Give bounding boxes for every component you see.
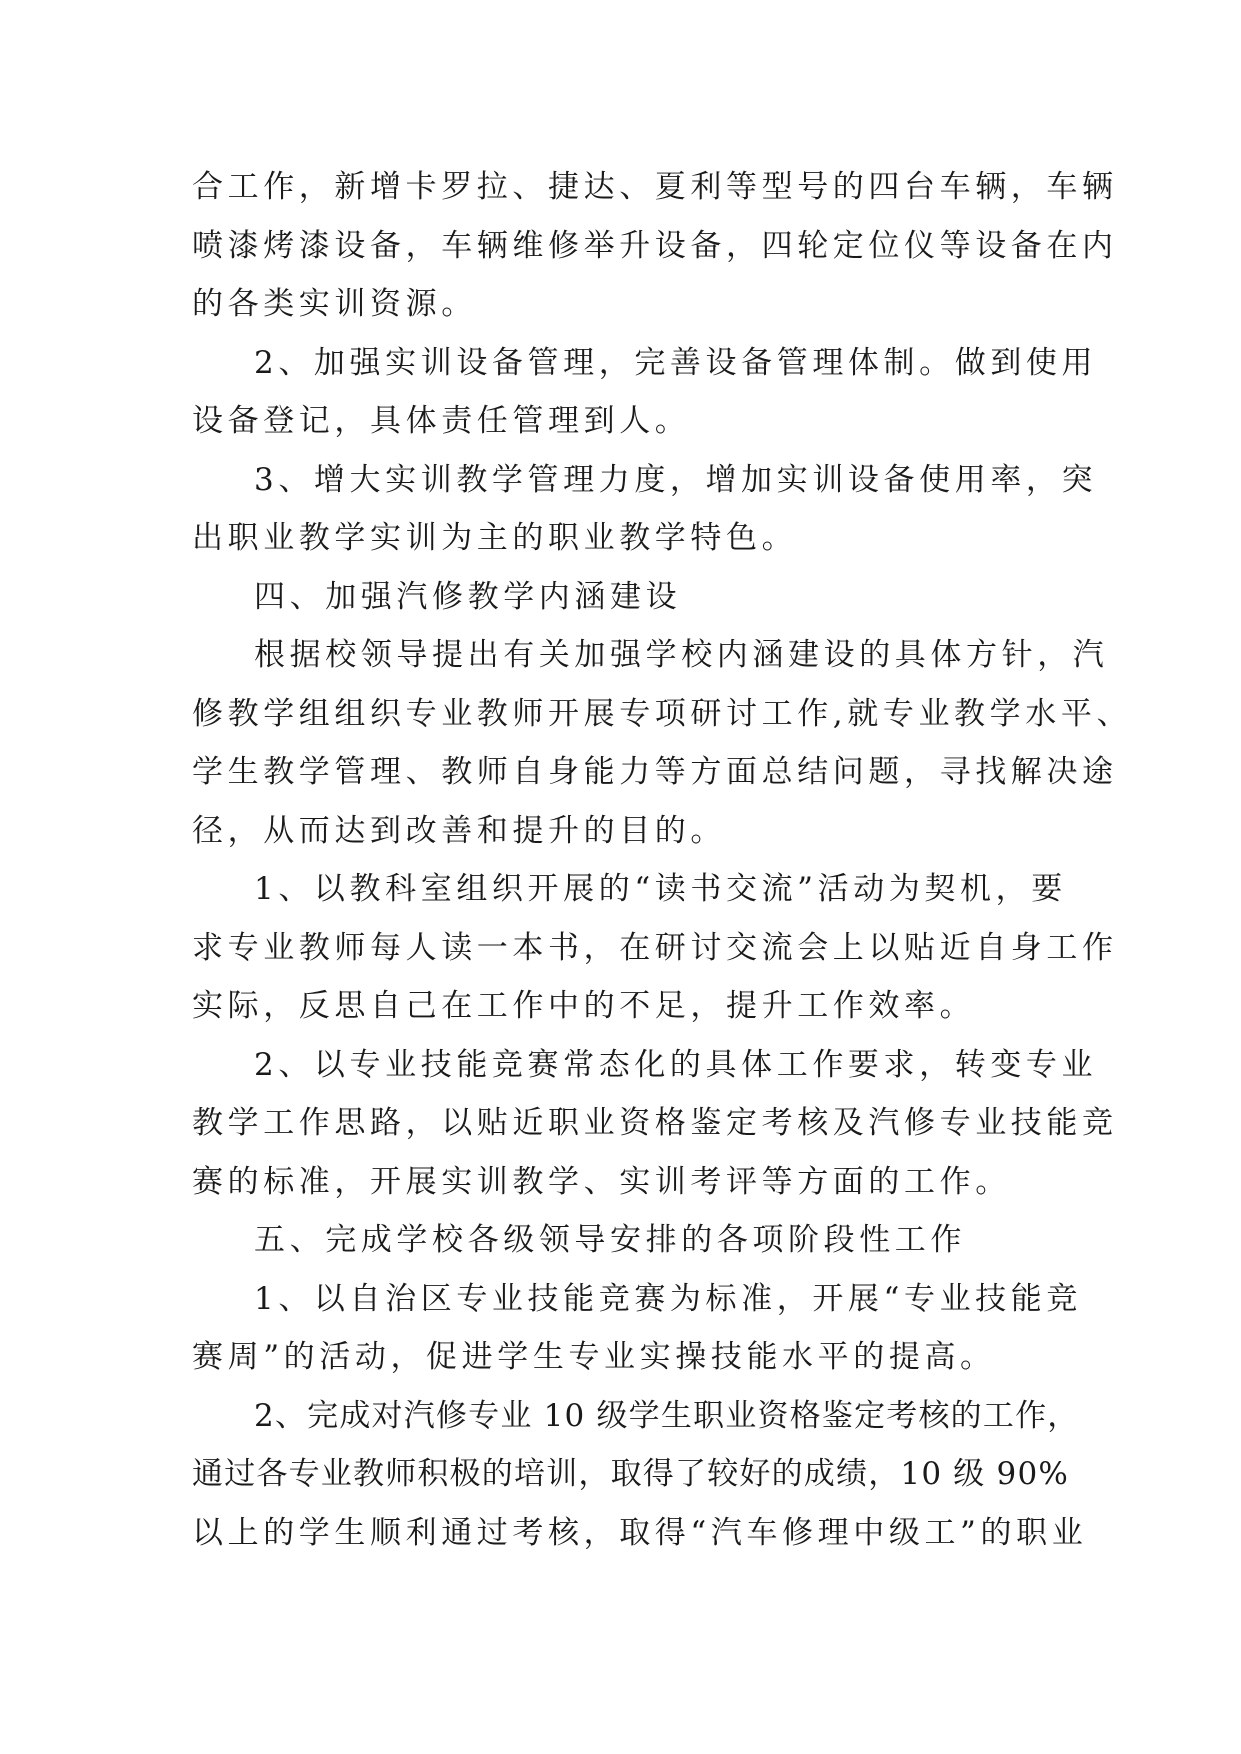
text-line: 求专业教师每人读一本书，在研讨交流会上以贴近自身工作 (192, 929, 1118, 966)
text-line: 赛周”的活动，促进学生专业实操技能水平的提高。 (192, 1339, 996, 1375)
text-line: 实际，反思自己在工作中的不足，提升工作效率。 (192, 988, 976, 1024)
text-line: 修教学组组织专业教师开展专项研讨工作,就专业教学水平、 (192, 695, 1133, 732)
text-line: 径，从而达到改善和提升的目的。 (192, 812, 726, 849)
text-line: 以上的学生顺利通过考核，取得“汽车修理中级工”的职业 (192, 1514, 1088, 1551)
document-body (192, 158, 1133, 1562)
text-line: 学生教学管理、教师自身能力等方面总结问题，寻找解决途 (192, 754, 1118, 790)
text-line: 教学工作思路，以贴近职业资格鉴定考核及汽修专业技能竞 (192, 1105, 1118, 1141)
text-line: 的各类实训资源。 (192, 286, 477, 322)
text-line: 2、以专业技能竞赛常态化的具体工作要求，转变专业 (254, 1046, 1098, 1083)
text-line: 3、增大实训教学管理力度，增加实训设备使用率，突 (254, 461, 1098, 498)
text-line: 1、以教科室组织开展的“读书交流”活动为契机，要 (254, 871, 1067, 907)
text-line: 出职业教学实训为主的职业教学特色。 (192, 520, 798, 556)
section-heading: 四、加强汽修教学内涵建设 (254, 578, 682, 615)
text-line: 设备登记，具体责任管理到人。 (192, 403, 691, 439)
text-line: 1、以自治区专业技能竞赛为标准，开展“专业技能竞 (254, 1280, 1082, 1317)
text-line: 2、加强实训设备管理，完善设备管理体制。做到使用 (254, 344, 1098, 381)
section-heading: 五、完成学校各级领导安排的各项阶段性工作 (254, 1222, 966, 1258)
text-line: 喷漆烤漆设备，车辆维修举升设备，四轮定位仪等设备在内 (192, 227, 1118, 264)
text-line: 通过各专业教师积极的培训，取得了较好的成绩，10 级 90% (192, 1456, 1070, 1492)
text-line: 根据校领导提出有关加强学校内涵建设的具体方针，汽 (254, 637, 1109, 673)
text-line: 赛的标准，开展实训教学、实训考评等方面的工作。 (192, 1163, 1011, 1200)
text-line: 合工作，新增卡罗拉、捷达、夏利等型号的四台车辆，车辆 (192, 169, 1118, 205)
text-line: 2、完成对汽修专业 10 级学生职业资格鉴定考核的工作， (254, 1397, 1080, 1434)
